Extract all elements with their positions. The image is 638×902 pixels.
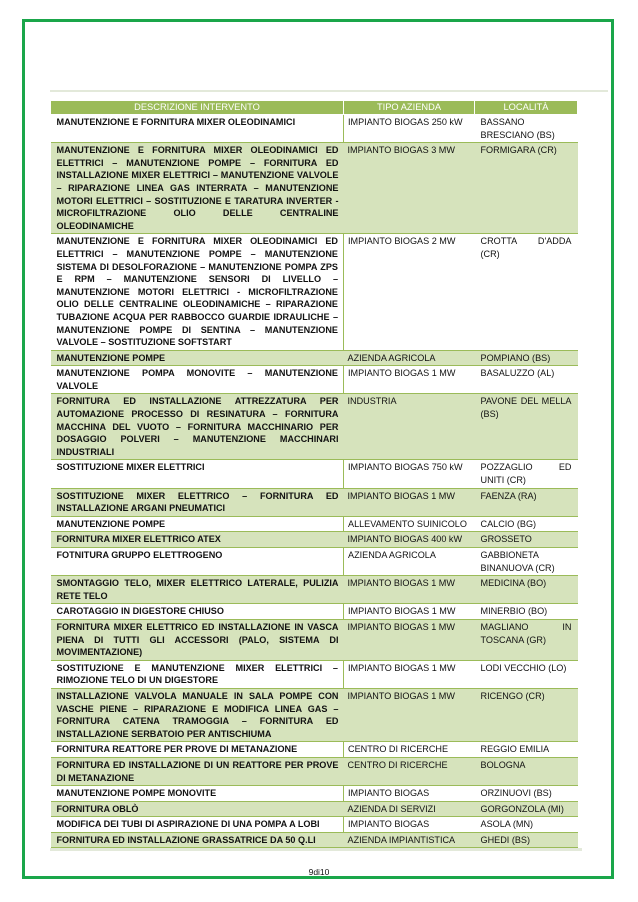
cell-description: FORNITURA MIXER ELETTRICO ED INSTALLAZIONE IN VASCA PIENA DI TUTTI GLI ACCESSORI (PALO, SISTEMA DI MOVIMENTAZIONE) [51, 619, 344, 660]
table-row [51, 488, 578, 516]
table-row [51, 832, 578, 848]
table-row [51, 742, 578, 758]
table-row [51, 688, 578, 741]
cell-location: GORGONZOLA (MI) [475, 801, 578, 817]
cell-company-type: IMPIANTO BIOGAS 3 MW [344, 143, 475, 234]
cell-company-type: ALLEVAMENTO SUINICOLO [344, 516, 475, 532]
table-row [51, 366, 578, 394]
table-row [51, 801, 578, 817]
header-location: LOCALITÀ [475, 101, 578, 115]
cell-location: BASSANO BRESCIANO (BS) [475, 115, 578, 143]
table-row [51, 350, 578, 366]
cell-description: MANUTENZIONE E FORNITURA MIXER OLEODINAMICI ED ELETTRICI – MANUTENZIONE POMPE – MANUTENZIONE SISTEMA DI DESOLFORAZIONE – MANUTENZIONE POMPA ZPS E RPM – MANUTENZIONE SENSORI DI LIVELLO – MANUTENZIONE MOTORI ELETTRICI - MICROFILTRAZIONE OLIO DELLE CENTRALINE OLEODINAMICHE – RIPARAZIONE TUBAZIONE ACQUA PER RABBOCCO GUARDIE IDRAULICHE – MANUTENZIONE POMPE DI SENTINA – MANUTENZIONE VALVOLE – SOSTITUZIONE SOFTSTART [51, 234, 344, 350]
cell-location: CALCIO (BG) [475, 516, 578, 532]
interventions-table [50, 100, 578, 848]
table-row [51, 532, 578, 548]
cell-description: MANUTENZIONE POMPE [51, 350, 344, 366]
cell-location: REGGIO EMILIA [475, 742, 578, 758]
cell-location: LODI VECCHIO (LO) [475, 660, 578, 688]
cell-company-type: IMPIANTO BIOGAS 750 kW [344, 460, 475, 488]
cell-company-type: AZIENDA AGRICOLA [344, 548, 475, 576]
cell-company-type: IMPIANTO BIOGAS 250 kW [344, 115, 475, 143]
table-row [51, 234, 578, 350]
table-row [51, 460, 578, 488]
cell-location: MAGLIANO IN TOSCANA (GR) [475, 619, 578, 660]
cell-description: CAROTAGGIO IN DIGESTORE CHIUSO [51, 604, 344, 620]
table-row [51, 394, 578, 460]
cell-location: GABBIONETA BINANUOVA (CR) [475, 548, 578, 576]
cell-description: SOSTITUZIONE MIXER ELETTRICO – FORNITURA ED INSTALLAZIONE ARGANI PNEUMATICI [51, 488, 344, 516]
table-row [51, 660, 578, 688]
cell-description: FORNITURA ED INSTALLAZIONE ATTREZZATURA PER AUTOMAZIONE PROCESSO DI RESINATURA – FORNITURA MACCHINA DEL VUOTO – FORNITURA MACCHINARIO PER DOSAGGIO POLVERI – MANUTENZIONE MACCHINARI INDUSTRIALI [51, 394, 344, 460]
header-company-type: TIPO AZIENDA [344, 101, 475, 115]
cell-description: FORNITURA ED INSTALLAZIONE GRASSATRICE DA 50 Q.LI [51, 832, 344, 848]
cell-location: GROSSETO [475, 532, 578, 548]
table-row [51, 817, 578, 833]
cell-company-type: IMPIANTO BIOGAS 1 MW [344, 688, 475, 741]
page-number: 9di10 [308, 867, 330, 877]
table-row [51, 757, 578, 785]
cell-description: FORNITURA REATTORE PER PROVE DI METANAZIONE [51, 742, 344, 758]
cell-company-type: IMPIANTO BIOGAS 1 MW [344, 488, 475, 516]
cell-location: PAVONE DEL MELLA (BS) [475, 394, 578, 460]
cell-description: MODIFICA DEI TUBI DI ASPIRAZIONE DI UNA POMPA A LOBI [51, 817, 344, 833]
cell-company-type: AZIENDA DI SERVIZI [344, 801, 475, 817]
table-row [51, 548, 578, 576]
header-description: DESCRIZIONE INTERVENTO [51, 101, 344, 115]
cell-description: MANUTENZIONE E FORNITURA MIXER OLEODINAMICI [51, 115, 344, 143]
cell-location: POMPIANO (BS) [475, 350, 578, 366]
cell-location: FORMIGARA (CR) [475, 143, 578, 234]
table-row [51, 115, 578, 143]
cell-description: FORNITURA MIXER ELETTRICO ATEX [51, 532, 344, 548]
cell-company-type: AZIENDA AGRICOLA [344, 350, 475, 366]
cell-company-type: IMPIANTO BIOGAS 400 kW [344, 532, 475, 548]
table-row [51, 604, 578, 620]
table-row [51, 576, 578, 604]
cell-company-type: IMPIANTO BIOGAS 1 MW [344, 576, 475, 604]
cell-location: RICENGO (CR) [475, 688, 578, 741]
cell-company-type: IMPIANTO BIOGAS [344, 786, 475, 802]
cell-location: BASALUZZO (AL) [475, 366, 578, 394]
table-row [51, 143, 578, 234]
cell-description: INSTALLAZIONE VALVOLA MANUALE IN SALA POMPE CON VASCHE PIENE – RIPARAZIONE E MODIFICA LINEA GAS – FORNITURA CATENA TRAMOGGIA – FORNITURA ED INSTALLAZIONE SERBATOIO PER ANTISCHIUMA [51, 688, 344, 741]
cell-location: GHEDI (BS) [475, 832, 578, 848]
table-row [51, 619, 578, 660]
cell-description: MANUTENZIONE POMPA MONOVITE – MANUTENZIONE VALVOLE [51, 366, 344, 394]
cell-description: SMONTAGGIO TELO, MIXER ELETTRICO LATERALE, PULIZIA RETE TELO [51, 576, 344, 604]
cell-description: FORNITURA OBLÒ [51, 801, 344, 817]
cell-description: FORNITURA ED INSTALLAZIONE DI UN REATTORE PER PROVE DI METANAZIONE [51, 757, 344, 785]
cell-description: MANUTENZIONE POMPE MONOVITE [51, 786, 344, 802]
cell-location: POZZAGLIO ED UNITI (CR) [475, 460, 578, 488]
cell-company-type: INDUSTRIA [344, 394, 475, 460]
cell-company-type: IMPIANTO BIOGAS 1 MW [344, 660, 475, 688]
cell-location: MEDICINA (BO) [475, 576, 578, 604]
cell-description: SOSTITUZIONE E MANUTENZIONE MIXER ELETTRICI – RIMOZIONE TELO DI UN DIGESTORE [51, 660, 344, 688]
table-row [51, 786, 578, 802]
cell-company-type: CENTRO DI RICERCHE [344, 742, 475, 758]
cell-location: CROTTA D'ADDA (CR) [475, 234, 578, 350]
cell-company-type: IMPIANTO BIOGAS 1 MW [344, 604, 475, 620]
cell-location: FAENZA (RA) [475, 488, 578, 516]
cell-location: ORZINUOVI (BS) [475, 786, 578, 802]
cell-company-type: CENTRO DI RICERCHE [344, 757, 475, 785]
cell-location: BOLOGNA [475, 757, 578, 785]
cell-description: MANUTENZIONE E FORNITURA MIXER OLEODINAMICI ED ELETTRICI – MANUTENZIONE POMPE – FORNITURA ED INSTALLAZIONE MIXER ELETTRICI – MANUTENZIONE VALVOLE – RIPARAZIONE LINEA GAS INTERRATA – MANUTENZIONE MOTORI ELETTRICI – SOSTITUZIONE E TARATURA INVERTER - MICROFILTRAZIONE OLIO DELLE CENTRALINE OLEODINAMICHE [51, 143, 344, 234]
top-divider [50, 90, 608, 92]
cell-company-type: IMPIANTO BIOGAS 1 MW [344, 366, 475, 394]
bottom-divider [50, 848, 582, 851]
cell-description: FOTNITURA GRUPPO ELETTROGENO [51, 548, 344, 576]
cell-location: MINERBIO (BO) [475, 604, 578, 620]
table-row [51, 516, 578, 532]
table-header-row [51, 101, 578, 115]
cell-description: SOSTITUZIONE MIXER ELETTRICI [51, 460, 344, 488]
cell-location: ASOLA (MN) [475, 817, 578, 833]
cell-company-type: IMPIANTO BIOGAS 1 MW [344, 619, 475, 660]
cell-company-type: IMPIANTO BIOGAS 2 MW [344, 234, 475, 350]
cell-company-type: AZIENDA IMPIANTISTICA [344, 832, 475, 848]
cell-description: MANUTENZIONE POMPE [51, 516, 344, 532]
cell-company-type: IMPIANTO BIOGAS [344, 817, 475, 833]
